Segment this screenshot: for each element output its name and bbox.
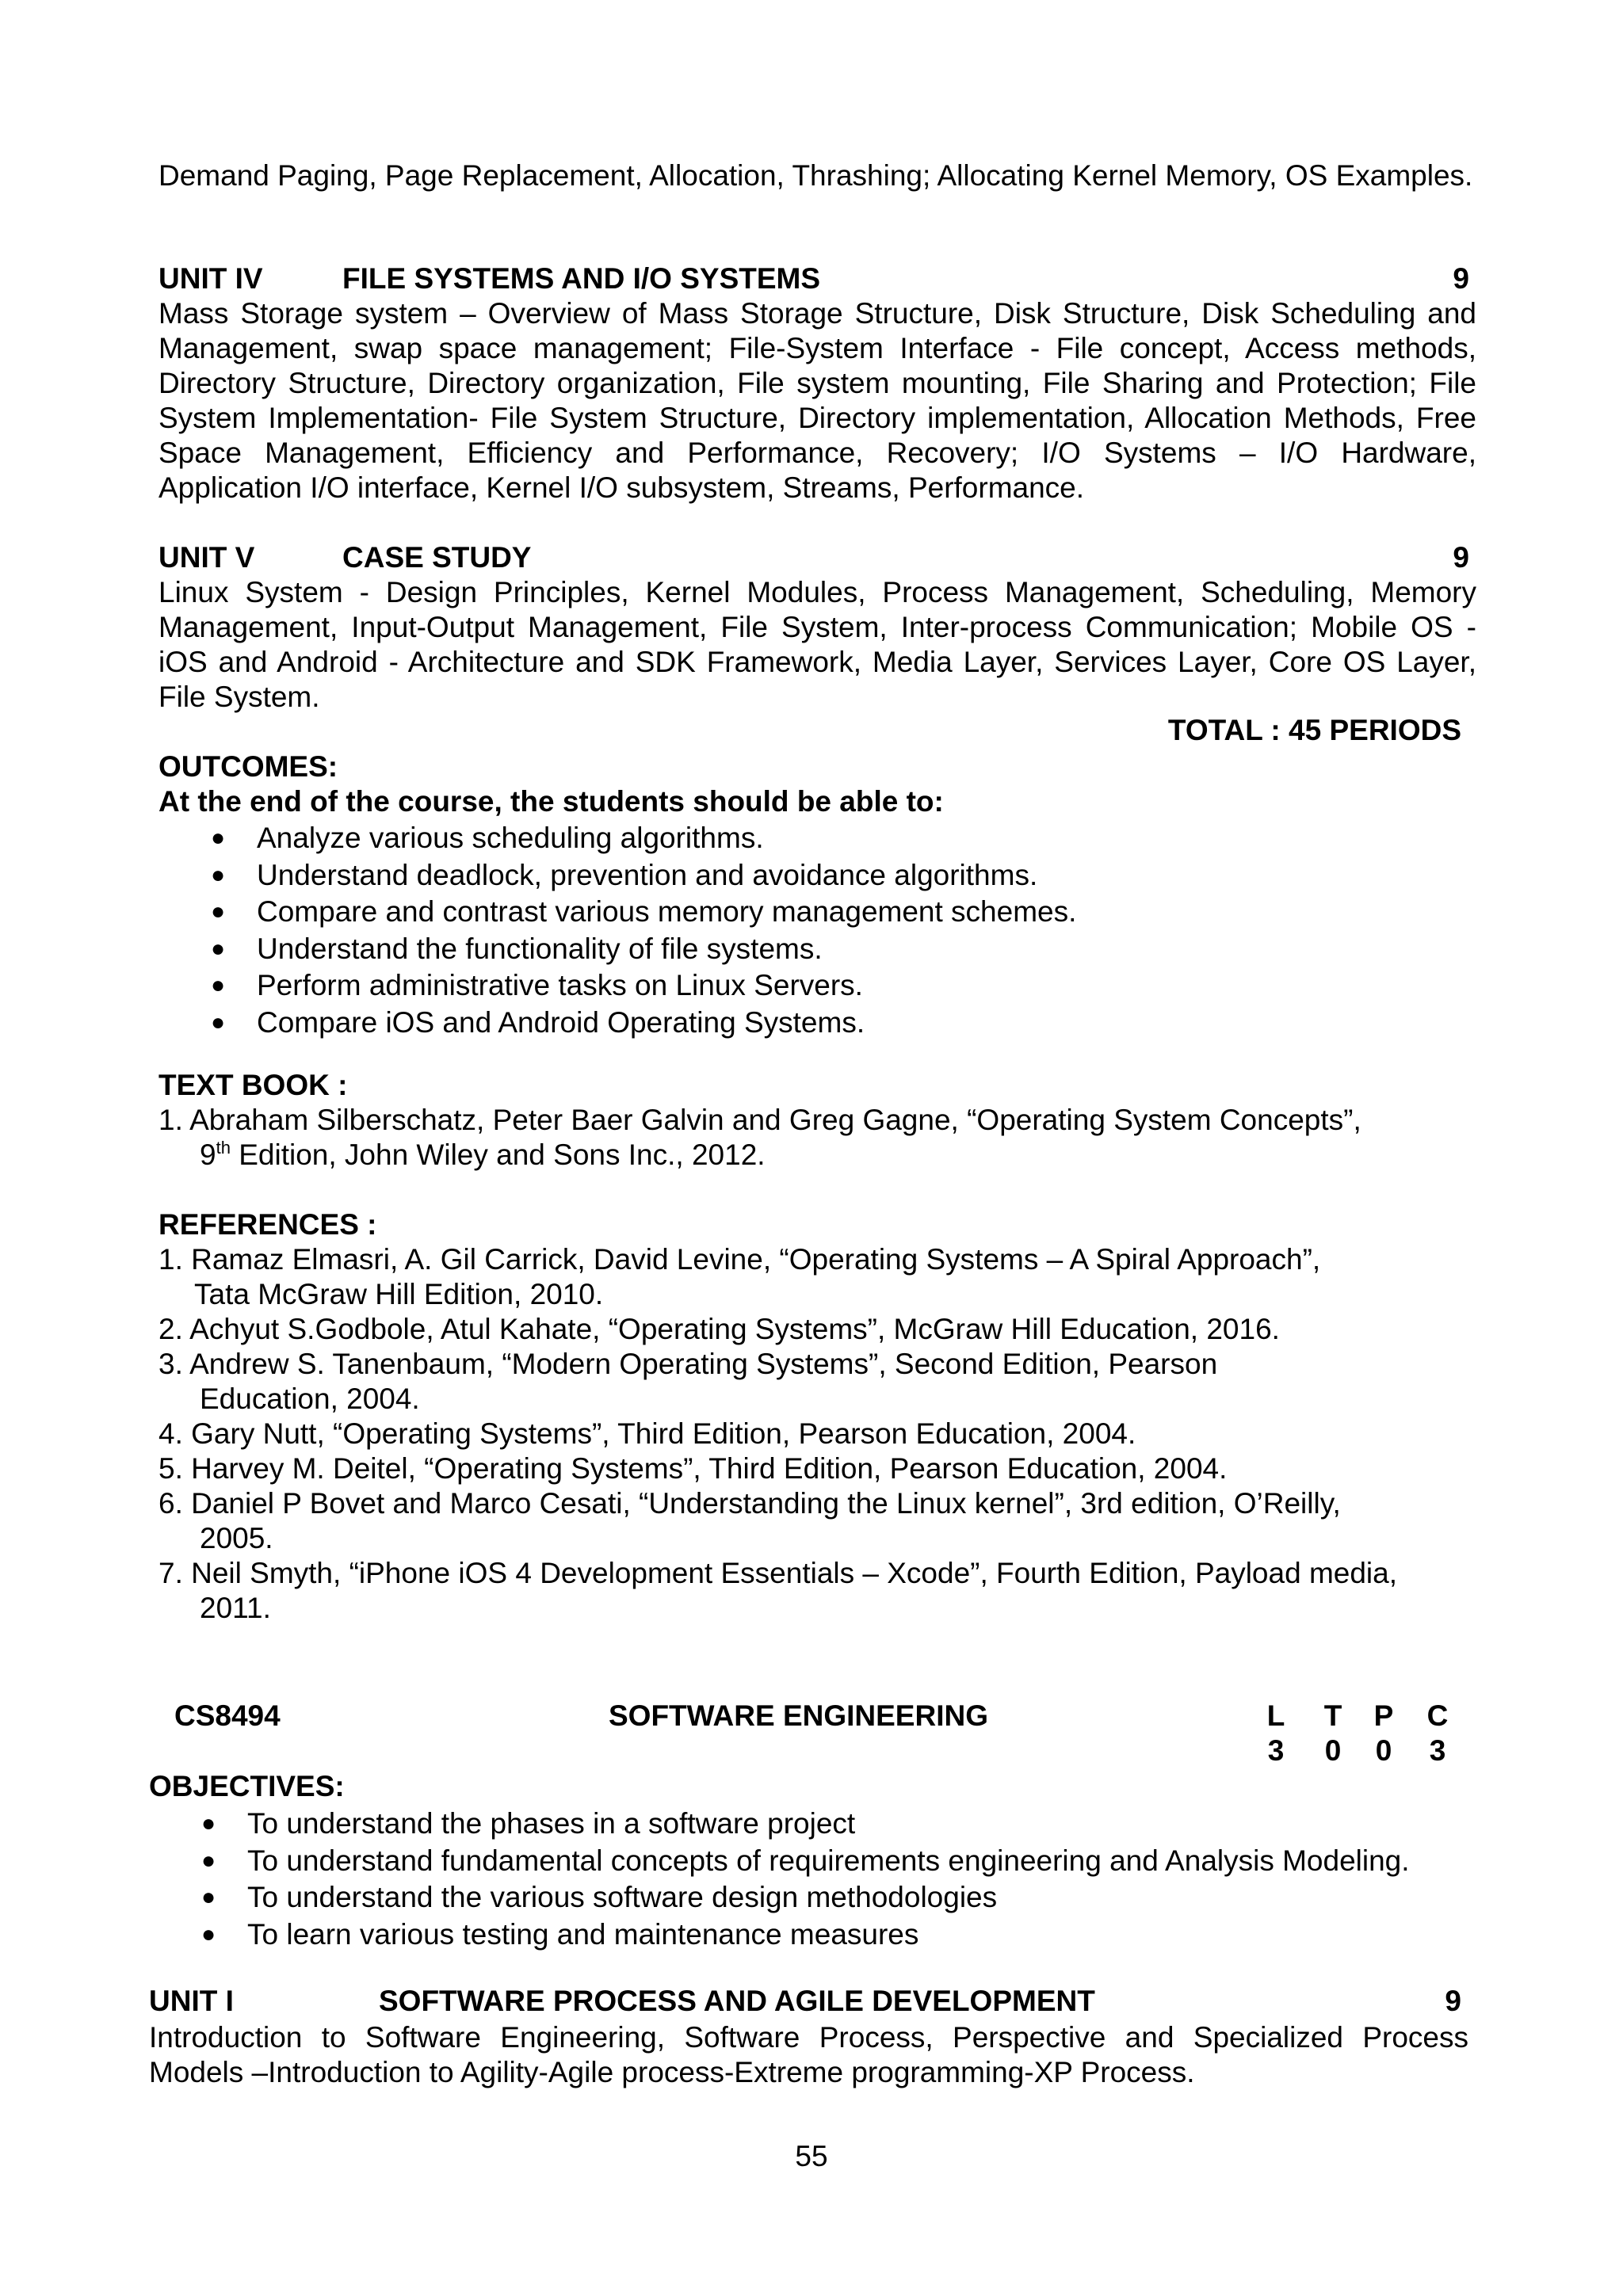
list-item: ● Compare and contrast various memory management schemes. <box>201 894 1076 931</box>
unit-v-hours: 9 <box>1453 541 1469 574</box>
list-item: ● Perform administrative tasks on Linux Servers. <box>201 967 1076 1005</box>
bullet-icon: ● <box>201 1884 216 1910</box>
total-periods: TOTAL : 45 PERIODS <box>1167 714 1461 746</box>
list-item: ● Analyze various scheduling algorithms. <box>201 820 1076 857</box>
unit-v-body: Linux System - Design Principles, Kernel Modules, Process Management, Scheduling, Memory Management, Input-Output Management, File System, Inter-process Communication; Mobile OS - iOS and Android - Architecture and SDK Framework, Media Layer, Services Layer, Core OS Layer, File System. <box>158 576 1476 713</box>
outcomes-heading: OUTCOMES: <box>158 750 338 783</box>
list-item: ● To learn various testing and maintenance measures <box>192 1917 1410 1954</box>
page-number: 55 <box>795 2140 828 2172</box>
unit-iv-heading <box>158 261 1469 296</box>
ltpc-value-p: 0 <box>1375 1734 1392 1767</box>
list-item: ● Understand deadlock, prevention and avoidance algorithms. <box>201 857 1076 894</box>
objectives-list <box>192 1806 1410 1953</box>
textbook-heading: TEXT BOOK : <box>158 1069 348 1101</box>
reference-line: 2011. <box>200 1592 271 1624</box>
bullet-icon: ● <box>211 825 226 851</box>
bullet-icon: ● <box>211 935 226 962</box>
ltpc-label-t: T <box>1323 1699 1342 1732</box>
reference-line: 6. Daniel P Bovet and Marco Cesati, “Understanding the Linux kernel”, 3rd edition, O’Reilly, <box>158 1487 1341 1520</box>
list-item: ● To understand the phases in a software project <box>192 1806 1410 1843</box>
reference-line: 2005. <box>200 1522 273 1554</box>
ltpc-label-l: L <box>1266 1699 1285 1732</box>
unit-iv-title: FILE SYSTEMS AND I/O SYSTEMS <box>342 262 821 295</box>
bullet-icon: ● <box>201 1847 216 1874</box>
textbook-line-2: 9th Edition, John Wiley and Sons Inc., 2012. <box>200 1138 766 1171</box>
unit-i-hours: 9 <box>1445 1985 1461 2017</box>
ltpc-value-t: 0 <box>1324 1734 1342 1767</box>
unit-v-title: CASE STUDY <box>342 541 532 574</box>
ltpc-value-l: 3 <box>1267 1734 1285 1767</box>
list-item: ● Understand the functionality of file systems. <box>201 931 1076 968</box>
bullet-icon: ● <box>201 1920 216 1947</box>
unit-i-heading <box>149 1984 1461 2019</box>
reference-line: 1. Ramaz Elmasri, A. Gil Carrick, David Levine, “Operating Systems – A Spiral Approach”, <box>158 1243 1321 1276</box>
list-item: ● Compare iOS and Android Operating Systems. <box>201 1005 1076 1042</box>
list-item: ● To understand the various software design methodologies <box>192 1879 1410 1917</box>
ltpc-label-c: C <box>1426 1699 1449 1732</box>
unit-iv-body: Mass Storage system – Overview of Mass Storage Structure, Disk Structure, Disk Scheduling and Management, swap space management; File-System Interface - File concept, Access methods, Directory Structure, Directory organization, File system mounting, File Sharing and Protection; File System Implementation- File System Structure, Directory implementation, Allocation Methods, Free Space Management, Efficiency and Performance, Recovery; I/O Systems – I/O Hardware, Application I/O interface, Kernel I/O subsystem, Streams, Performance. <box>158 297 1476 504</box>
unit-i-label: UNIT I <box>149 1985 234 2017</box>
textbook-line-1: 1. Abraham Silberschatz, Peter Baer Galvin and Greg Gagne, “Operating System Concepts”, <box>158 1104 1361 1136</box>
bullet-icon: ● <box>201 1810 216 1836</box>
reference-line: Education, 2004. <box>200 1383 420 1415</box>
objectives-heading: OBJECTIVES: <box>149 1770 345 1802</box>
unit-v-heading <box>158 540 1469 575</box>
ltpc-label-p: P <box>1373 1699 1394 1732</box>
unit-iv-hours: 9 <box>1453 262 1469 295</box>
list-item: ● To understand fundamental concepts of requirements engineering and Analysis Modeling. <box>192 1843 1410 1880</box>
unit-i-body: Introduction to Software Engineering, Software Process, Perspective and Specialized Process Models –Introduction to Agility-Agile process-Extreme programming-XP Process. <box>149 2021 1468 2088</box>
bullet-icon: ● <box>211 972 226 998</box>
bullet-icon: ● <box>211 898 226 925</box>
ltpc-labels <box>1260 1699 1474 1733</box>
reference-line: 3. Andrew S. Tanenbaum, “Modern Operating Systems”, Second Edition, Pearson <box>158 1348 1218 1380</box>
reference-line: Tata McGraw Hill Edition, 2010. <box>194 1278 604 1310</box>
ltpc-values <box>1260 1733 1474 1768</box>
outcomes-intro: At the end of the course, the students should be able to: <box>158 785 944 818</box>
unit-iv-label: UNIT IV <box>158 262 263 295</box>
reference-line: 2. Achyut S.Godbole, Atul Kahate, “Operating Systems”, McGraw Hill Education, 2016. <box>158 1313 1280 1345</box>
reference-line: 4. Gary Nutt, “Operating Systems”, Third Edition, Pearson Education, 2004. <box>158 1417 1136 1450</box>
reference-line: 5. Harvey M. Deitel, “Operating Systems”, Third Edition, Pearson Education, 2004. <box>158 1452 1228 1485</box>
course-code: CS8494 <box>174 1699 281 1732</box>
references-heading: REFERENCES : <box>158 1208 377 1241</box>
outcomes-list <box>201 820 1076 1041</box>
unit-v-label: UNIT V <box>158 541 255 574</box>
bullet-icon: ● <box>211 861 226 888</box>
reference-line: 7. Neil Smyth, “iPhone iOS 4 Development Essentials – Xcode”, Fourth Edition, Payload media, <box>158 1557 1397 1589</box>
unit-i-title: SOFTWARE PROCESS AND AGILE DEVELOPMENT <box>379 1985 1095 2017</box>
intro-paragraph: Demand Paging, Page Replacement, Allocation, Thrashing; Allocating Kernel Memory, OS Examples. <box>158 159 1473 192</box>
ltpc-value-c: 3 <box>1429 1734 1446 1767</box>
course-title: SOFTWARE ENGINEERING <box>609 1699 988 1732</box>
bullet-icon: ● <box>211 1009 226 1035</box>
